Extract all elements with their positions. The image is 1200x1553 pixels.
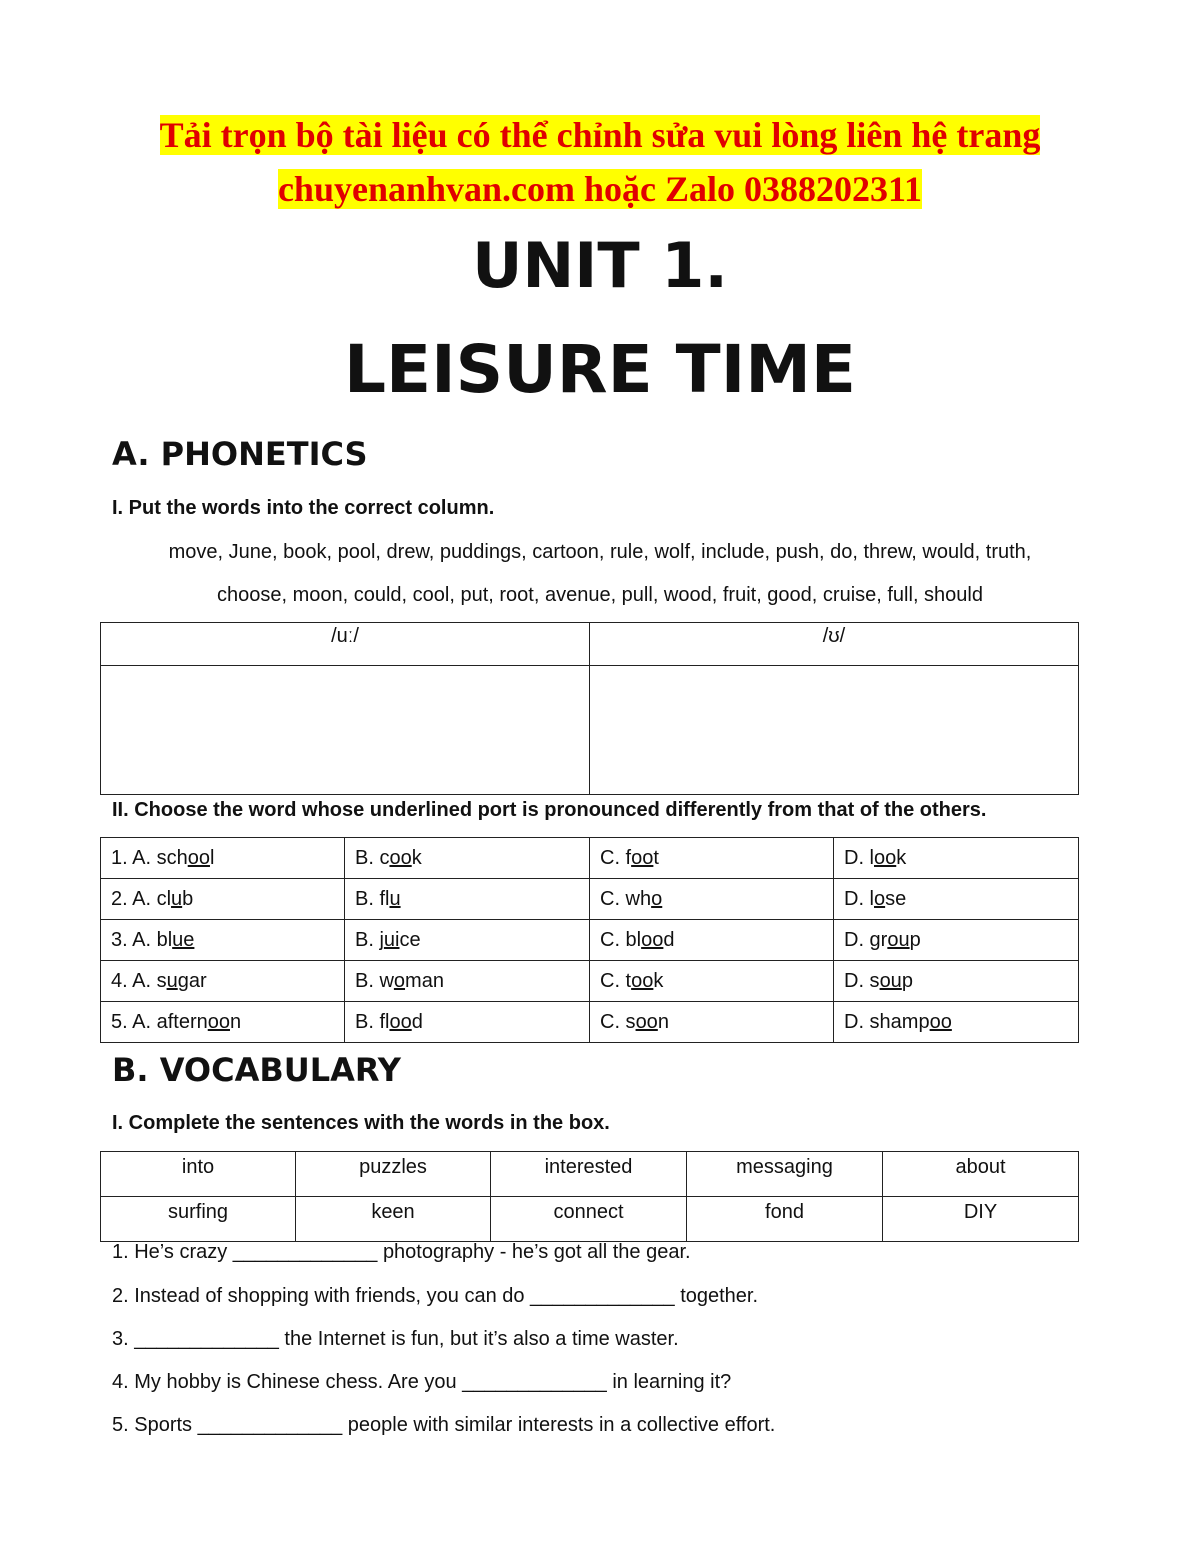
- option-text: 5. A. aftern: [111, 1010, 208, 1033]
- word-box-cell: DIY: [883, 1197, 1079, 1242]
- pronunciation-question-table: [100, 837, 1079, 1043]
- answer-option[interactable]: [834, 879, 1079, 920]
- option-text: C. bl: [600, 928, 642, 951]
- answer-option[interactable]: [590, 961, 834, 1002]
- option-text: B. w: [355, 969, 394, 992]
- option-text: 3. A. bl: [111, 928, 173, 951]
- option-text: p: [901, 969, 913, 992]
- option-text: k: [896, 846, 907, 869]
- underlined-letters: o: [874, 887, 886, 910]
- answer-option[interactable]: [590, 879, 834, 920]
- answer-option[interactable]: [590, 838, 834, 879]
- answer-cell-long-u[interactable]: [101, 666, 590, 795]
- unit-title: UNIT 1.: [472, 229, 728, 302]
- underlined-letters: o: [651, 887, 663, 910]
- option-text: 4. A. s: [111, 969, 167, 992]
- answer-option[interactable]: [101, 920, 345, 961]
- phonetic-sort-table: [100, 622, 1079, 795]
- answer-option[interactable]: [834, 838, 1079, 879]
- option-text: gar: [177, 969, 207, 992]
- option-text: D. l: [844, 846, 874, 869]
- option-text: l: [209, 846, 215, 869]
- sentence-2: 2. Instead of shopping with friends, you can do _____________ together.: [112, 1285, 759, 1307]
- download-banner: [100, 108, 1100, 216]
- option-text: ce: [399, 928, 421, 951]
- word-list-line-2: choose, moon, could, cool, put, root, avenue, pull, wood, fruit, good, cruise, full, should: [216, 584, 983, 606]
- word-box-cell: puzzles: [296, 1152, 491, 1197]
- option-text: B. fl: [355, 1010, 390, 1033]
- option-text: B. fl: [355, 887, 390, 910]
- column-header-short-u: /ʊ/: [590, 623, 1079, 666]
- option-text: C. s: [600, 1010, 636, 1033]
- word-box-cell: connect: [491, 1197, 687, 1242]
- banner-line-1: Tải trọn bộ tài liệu có thể chỉnh sửa vui lòng liên hệ trang: [159, 115, 1041, 155]
- word-box-cell: about: [883, 1152, 1079, 1197]
- word-box-cell: keen: [296, 1197, 491, 1242]
- option-text: C. wh: [600, 887, 652, 910]
- underlined-letters: oo: [389, 846, 412, 869]
- section-a-heading: A. PHONETICS: [112, 435, 368, 473]
- word-box-cell: messaging: [687, 1152, 883, 1197]
- question-row: [101, 920, 1079, 961]
- answer-option[interactable]: [834, 920, 1079, 961]
- underlined-letters: o: [393, 969, 406, 992]
- sentence-5: 5. Sports _____________ people with similar interests in a collective effort.: [112, 1414, 776, 1436]
- underlined-letters: ou: [879, 969, 902, 992]
- option-text: n: [657, 1010, 669, 1033]
- answer-option[interactable]: [101, 879, 345, 920]
- underlined-letters: oo: [874, 846, 897, 869]
- option-text: B. c: [355, 846, 390, 869]
- answer-option[interactable]: [345, 961, 590, 1002]
- answer-option[interactable]: [345, 920, 590, 961]
- task-a1-instruction: I. Put the words into the correct column.: [112, 497, 495, 519]
- unit-subtitle: LEISURE TIME: [343, 331, 857, 408]
- option-text: 2. A. cl: [111, 887, 172, 910]
- underlined-letters: oo: [389, 1010, 412, 1033]
- sentence-1: 1. He’s crazy _____________ photography - he’s got all the gear.: [112, 1241, 691, 1263]
- word-box-cell: surfing: [101, 1197, 296, 1242]
- underlined-letters: u: [389, 887, 401, 910]
- option-text: D. s: [844, 969, 880, 992]
- answer-option[interactable]: [101, 961, 345, 1002]
- answer-option[interactable]: [834, 961, 1079, 1002]
- option-text: k: [411, 846, 422, 869]
- question-row: [101, 879, 1079, 920]
- sentence-3: 3. _____________ the Internet is fun, but it’s also a time waster.: [112, 1328, 679, 1350]
- question-row: [101, 838, 1079, 879]
- section-b-heading: B. VOCABULARY: [112, 1051, 401, 1089]
- underlined-letters: u: [171, 887, 183, 910]
- answer-cell-short-u[interactable]: [590, 666, 1079, 795]
- answer-option[interactable]: [590, 1002, 834, 1043]
- option-text: D. shamp: [844, 1010, 930, 1033]
- option-text: d: [663, 928, 675, 951]
- option-text: n: [229, 1010, 242, 1033]
- option-text: t: [653, 846, 659, 869]
- question-row: [101, 961, 1079, 1002]
- option-text: k: [653, 969, 664, 992]
- question-row: [101, 1002, 1079, 1043]
- underlined-letters: ue: [172, 928, 195, 951]
- answer-option[interactable]: [834, 1002, 1079, 1043]
- option-text: d: [411, 1010, 423, 1033]
- underlined-letters: ui: [383, 928, 400, 951]
- word-box-cell: interested: [491, 1152, 687, 1197]
- option-text: D. l: [844, 887, 874, 910]
- banner-line-2: chuyenanhvan.com hoặc Zalo 0388202311: [277, 169, 923, 209]
- underlined-letters: ou: [887, 928, 910, 951]
- option-text: D. gr: [844, 928, 888, 951]
- answer-option[interactable]: [101, 838, 345, 879]
- option-text: C. f: [600, 846, 632, 869]
- underlined-letters: oo: [187, 846, 210, 869]
- word-box-table: [100, 1151, 1079, 1242]
- option-text: p: [909, 928, 921, 951]
- option-text: se: [885, 887, 907, 910]
- underlined-letters: oo: [631, 846, 654, 869]
- answer-option[interactable]: [345, 879, 590, 920]
- word-box-cell: fond: [687, 1197, 883, 1242]
- option-text: B. j: [355, 928, 384, 951]
- underlined-letters: oo: [635, 1010, 658, 1033]
- task-a2-instruction: II. Choose the word whose underlined port is pronounced differently from that of the others.: [112, 799, 987, 821]
- task-b1-instruction: I. Complete the sentences with the words in the box.: [112, 1112, 610, 1134]
- sentence-4: 4. My hobby is Chinese chess. Are you _____________ in learning it?: [112, 1371, 732, 1393]
- option-text: C. t: [600, 969, 632, 992]
- underlined-letters: oo: [631, 969, 654, 992]
- option-text: b: [182, 887, 194, 910]
- underlined-letters: oo: [641, 928, 664, 951]
- answer-option[interactable]: [345, 838, 590, 879]
- option-text: 1. A. sch: [111, 846, 188, 869]
- word-list-line-1: move, June, book, pool, drew, puddings, cartoon, rule, wolf, include, push, do, threw, would, truth,: [168, 541, 1032, 563]
- underlined-letters: u: [166, 969, 178, 992]
- answer-option[interactable]: [101, 1002, 345, 1043]
- answer-option[interactable]: [590, 920, 834, 961]
- word-box-cell: into: [101, 1152, 296, 1197]
- option-text: man: [405, 969, 444, 992]
- column-header-long-u: /uː/: [101, 623, 590, 666]
- underlined-letters: oo: [929, 1010, 952, 1033]
- underlined-letters: oo: [207, 1010, 230, 1033]
- answer-option[interactable]: [345, 1002, 590, 1043]
